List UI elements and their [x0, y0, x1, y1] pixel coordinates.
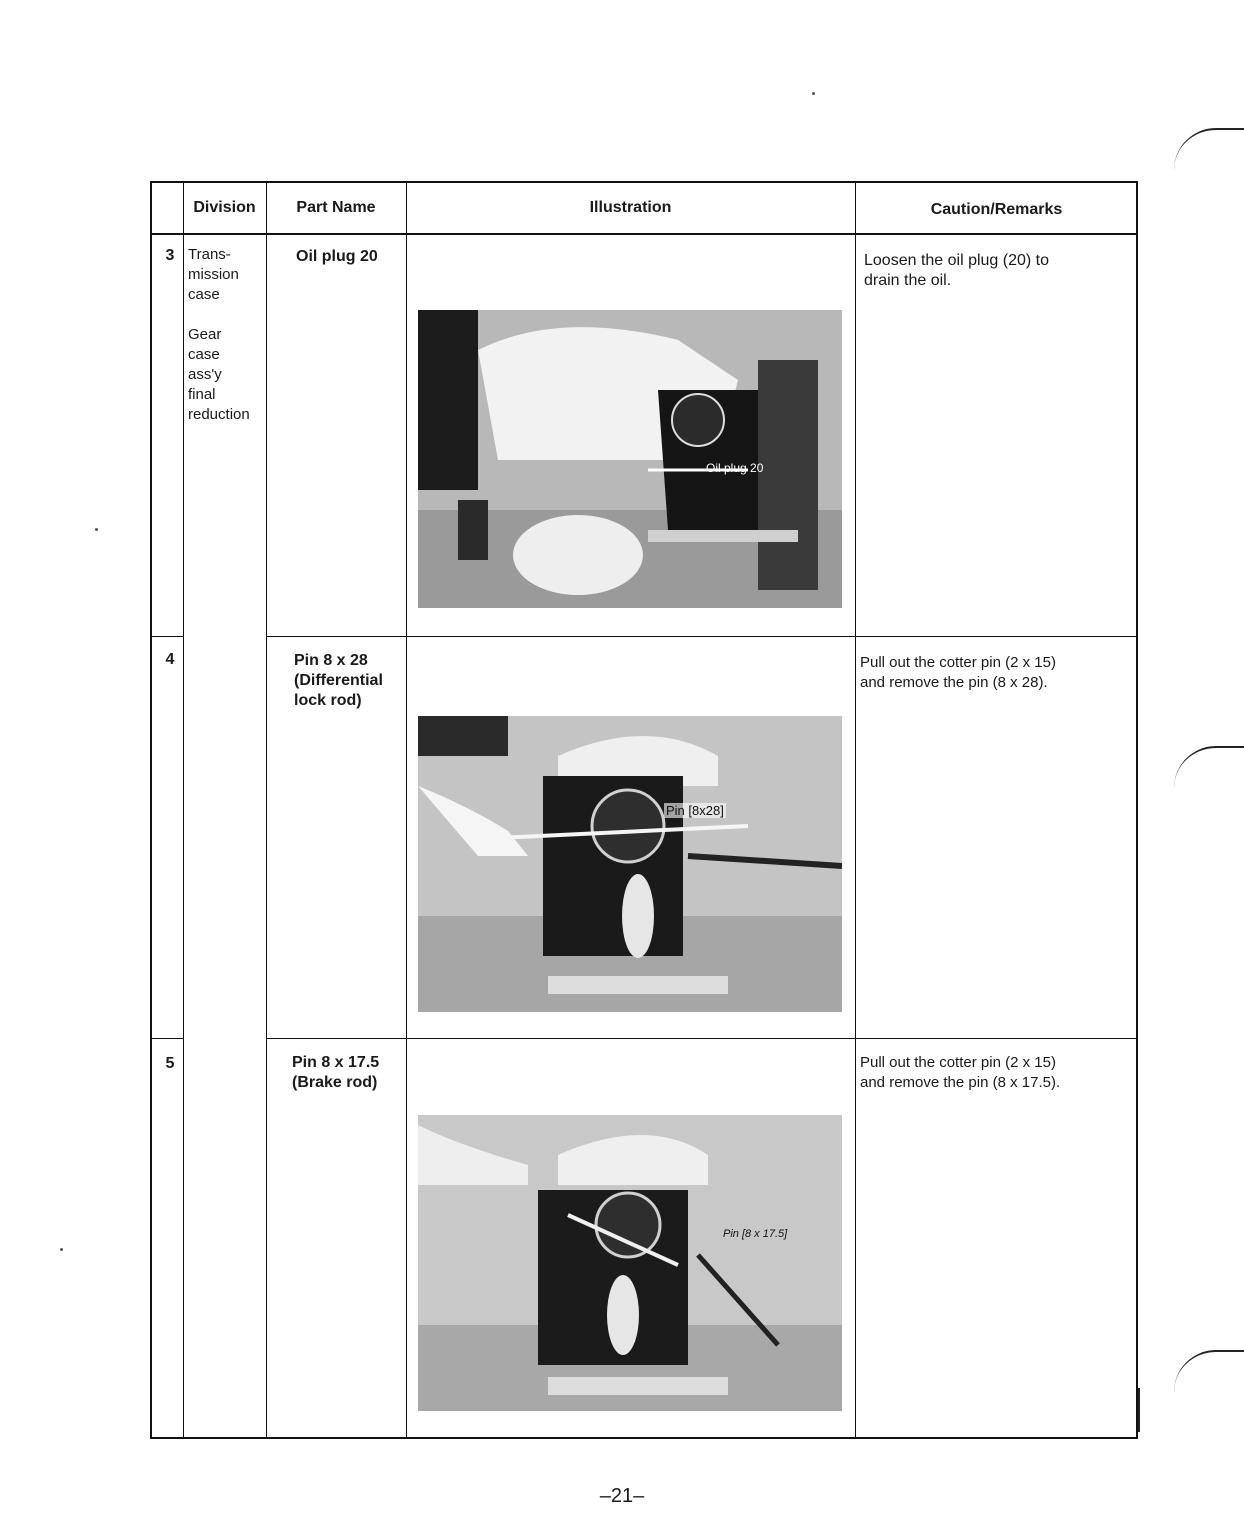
- scan-speck: [60, 1248, 63, 1251]
- illustration-photo: [418, 310, 842, 608]
- remarks-text: Pull out the cotter pin (2 x 15) and remove the pin (8 x 17.5).: [860, 1054, 1061, 1091]
- remarks-text: Loosen the oil plug (20) to drain the oil.: [864, 252, 1050, 289]
- header-remarks: Caution/Remarks: [930, 201, 1063, 218]
- scan-edge-mark: [1174, 128, 1244, 170]
- scan-speck: [95, 528, 98, 531]
- row-divider: [152, 1038, 183, 1039]
- header-illustration: Illustration: [589, 199, 672, 216]
- illustration-photo: [418, 1115, 842, 1411]
- illustration-photo: [418, 716, 842, 1012]
- column-divider: [855, 183, 856, 1437]
- page-number: –21–: [599, 1485, 645, 1507]
- part-name: Pin 8 x 28 (Differential lock rod): [294, 652, 383, 709]
- differential-lock-photo: [418, 716, 842, 1012]
- scan-edge-mark: [1174, 1350, 1244, 1392]
- remarks-text: Pull out the cotter pin (2 x 15) and remove the pin (8 x 28).: [860, 654, 1056, 691]
- part-name: Oil plug 20: [296, 248, 378, 265]
- row-divider: [152, 636, 183, 637]
- part-name: Pin 8 x 17.5 (Brake rod): [292, 1054, 380, 1091]
- row-divider: [266, 636, 1136, 637]
- scan-edge-tick: [1138, 1388, 1140, 1432]
- brake-rod-photo: [418, 1115, 842, 1411]
- row-number: 5: [165, 1055, 175, 1072]
- column-divider: [183, 183, 184, 1437]
- photo-callout: Oil plug 20: [706, 461, 764, 475]
- header-division: Division: [193, 199, 256, 216]
- column-divider: [266, 183, 267, 1437]
- photo-callout: Pin [8x28]: [666, 803, 724, 818]
- photo-callout: Pin [8 x 17.5]: [723, 1228, 788, 1240]
- transmission-photo: [418, 310, 842, 608]
- row-divider: [266, 1038, 1136, 1039]
- column-divider: [406, 183, 407, 1437]
- row-number: 4: [165, 651, 175, 668]
- scan-edge-mark: [1174, 746, 1244, 788]
- row-number: 3: [165, 247, 175, 264]
- header-part-name: Part Name: [296, 199, 376, 216]
- procedure-table: [150, 181, 1138, 1439]
- division-text: Trans- mission case Gear case ass'y final reduction: [188, 246, 250, 423]
- scan-speck: [812, 92, 815, 95]
